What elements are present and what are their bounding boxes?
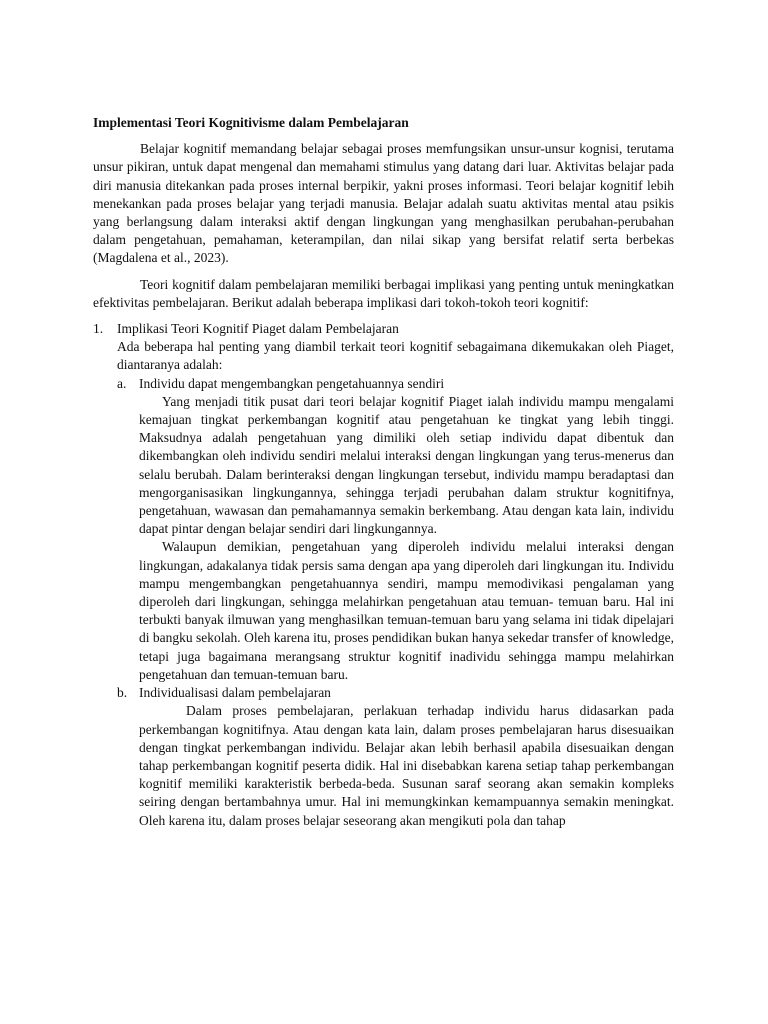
intro-paragraph-2: Teori kognitif dalam pembelajaran memiliki berbagai implikasi yang penting untuk meningkatkan efektivitas pembelajaran. Berikut adalah beberapa implikasi dari tokoh-tokoh teori kognitif: (93, 276, 674, 310)
sub-item-a (117, 375, 674, 684)
list-marker: 1. (93, 321, 104, 337)
sub-item-heading: Individu dapat mengembangkan pengetahuannya sendiri (139, 375, 445, 391)
sub-item-paragraph: Dalam proses pembelajaran, perlakuan terhadap individu harus didasarkan pada perkembangan kognitifnya. Atau dengan kata lain, dalam proses pembelajaran harus disesuaikan dengan tingkat perkembangan individu. Belajar akan lebih berhasil apabila disesuaikan dengan tahap perkembangan kognitif peserta didik. Hal ini disebabkan karena setiap tahap perkembangan kognitif memiliki karakteristik berbeda-beda. Susunan saraf seorang akan semakin kompleks seiring dengan bertambahnya umur. Hal ini memungkinkan kemampuannya semakin meningkat. Oleh karena itu, dalam proses belajar seseorang akan mengikuti pola dan tahap (139, 703, 674, 828)
section-title: Implementasi Teori Kognitivisme dalam Pembelajaran (93, 115, 409, 130)
sub-item-heading: Individualisasi dalam pembelajaran (139, 685, 331, 701)
item-lead-paragraph: Ada beberapa hal penting yang diambil terkait teori kognitif sebagaimana dikemukakan oleh Piaget, diantaranya adalah: (117, 339, 674, 373)
document-body (93, 114, 674, 830)
sub-item-b (117, 684, 674, 830)
sub-list-marker: a. (117, 375, 127, 391)
item-heading: Implikasi Teori Kognitif Piaget dalam Pembelajaran (117, 321, 399, 337)
intro-paragraph-1: Belajar kognitif memandang belajar sebagai proses memfungsikan unsur-unsur kognisi, terutama unsur pikiran, untuk dapat mengenal dan memahami stimulus yang datang dari luar. Aktivitas belajar pada diri manusia ditekankan pada proses internal berpikir, yakni proses informasi. Teori belajar kognitif lebih menekankan pada proses belajar yang terjadi manusia. Belajar adalah suatu aktivitas mental atau psikis yang berlangsung dalam interaksi aktif dengan lingkungan yang menghasilkan perubahan-perubahan dalam pengetahuan, pemahaman, keterampilan, dan nilai sikap yang bersifat relatif serta berbekas (Magdalena et al., 2023). (93, 141, 674, 266)
numbered-item-1 (93, 320, 674, 830)
sub-item-paragraph: Yang menjadi titik pusat dari teori belajar kognitif Piaget ialah individu mampu mengalami kemajuan tingkat perkembangan kognitif atau pengetahuan ke tingkat yang lebih tinggi. Maksudnya adalah pengetahuan yang dimiliki oleh setiap individu dapat dibentuk dan dikembangkan oleh individu sendiri melalui interaksi dengan lingkungan yang terus-menerus dan selalu berubah. Dalam berinteraksi dengan lingkungan tersebut, individu mampu beradaptasi dan mengorganisasikan lingkungannya, sehingga terjadi perubahan dalam struktur kognitifnya, pengetahuan, wawasan dan pemahamannya semakin berkembang. Atau dengan kata lain, individu dapat pintar dengan belajar sendiri dari lingkungannya. (139, 393, 674, 537)
sub-list-marker: b. (117, 685, 128, 701)
sub-item-paragraph: Walaupun demikian, pengetahuan yang diperoleh individu melalui interaksi dengan lingkungan, adakalanya tidak persis sama dengan apa yang diperoleh dari lingkungan itu. Individu mampu mengembangkan pengetahuannya sendiri, mampu memodivikasi pengalaman yang diperoleh dari lingkungan, sehingga melahirkan pengetahuan atau temuan- temuan baru. Hal ini terbukti banyak ilmuwan yang menghasilkan temuan-temuan baru yang selama ini tidak dipelajari di bangku sekolah. Oleh karena itu, proses pendidikan bukan hanya sekedar transfer of knowledge, tetapi juga bagaimana merangsang struktur kognitif inadividu sehingga mampu melahirkan pengetahuan dan temuan-temuan baru. (139, 539, 674, 682)
